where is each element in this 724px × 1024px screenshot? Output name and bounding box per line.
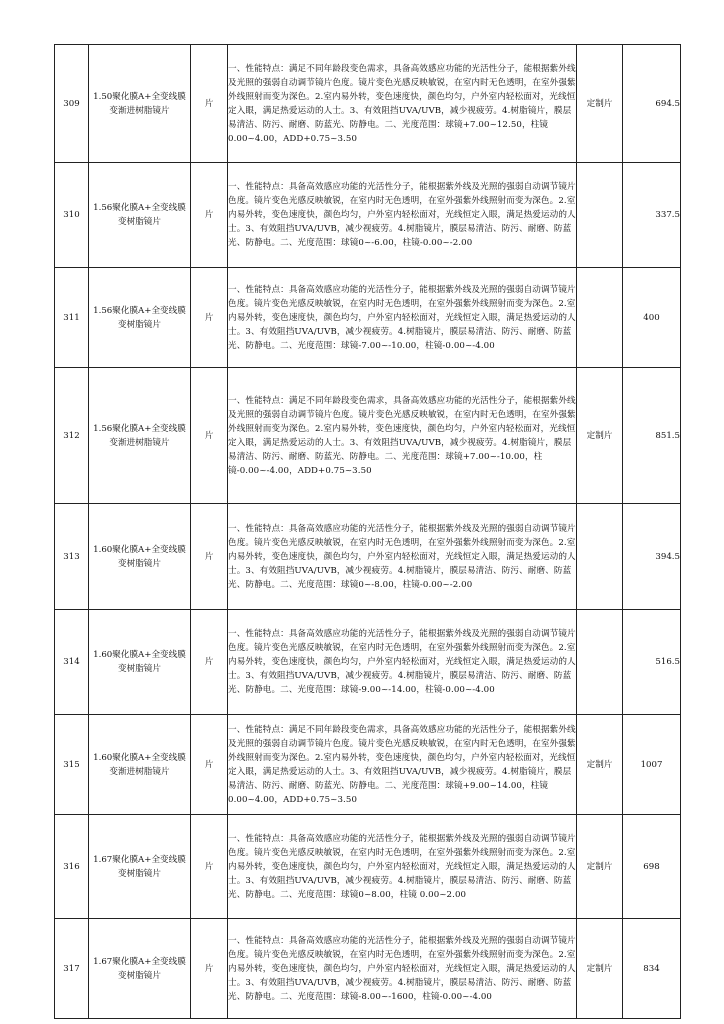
product-type xyxy=(577,610,623,715)
price: 516.5 xyxy=(623,610,681,715)
table-body xyxy=(55,45,681,1019)
product-name: 1.60聚化膜A+全变线膜变渐进树脂镜片 xyxy=(89,715,191,815)
product-description: 一、性能特点：具备高效感应功能的光活性分子，能根据紫外线及光照的强弱自动调节镜片色度。镜片变色光感反映敏锐，在室内时无色透明，在室外强紫外线照射而变为深色。2.室内易外转，变色速度快，颜色均匀，户外室内轻松面对，光线恒定入眼，满足热爱运动的人士。3、有效阻挡UVA/UVB，减少视疲劳。4.树脂镜片，膜层易清洁、防污、耐磨、防蓝光、防静电。二、光度范围：球镜0~8.00，柱镜 0.00~2.00 xyxy=(228,815,577,919)
row-number: 311 xyxy=(55,268,89,368)
product-name: 1.50聚化膜A+全变线膜变渐进树脂镜片 xyxy=(89,45,191,163)
row-number: 316 xyxy=(55,815,89,919)
price: 834 xyxy=(623,919,681,1019)
unit: 片 xyxy=(191,919,228,1019)
row-number: 312 xyxy=(55,368,89,504)
product-name: 1.60聚化膜A+全变线膜变树脂镜片 xyxy=(89,504,191,610)
product-type xyxy=(577,268,623,368)
table-row xyxy=(55,610,681,715)
product-type: 定制片 xyxy=(577,715,623,815)
product-type: 定制片 xyxy=(577,368,623,504)
product-description: 一、性能特点：具备高效感应功能的光活性分子，能根据紫外线及光照的强弱自动调节镜片色度。镜片变色光感反映敏锐，在室内时无色透明，在室外强紫外线照射而变为深色。2.室内易外转，变色速度快，颜色均匀，户外室内轻松面对，光线恒定入眼，满足热爱运动的人士。3、有效阻挡UVA/UVB，减少视疲劳。4.树脂镜片，膜层易清洁、防污、耐磨、防蓝光、防静电。二、光度范围：球镜0~-6.00，柱镜-0.00~-2.00 xyxy=(228,163,577,268)
product-type xyxy=(577,163,623,268)
product-description: 一、性能特点：具备高效感应功能的光活性分子，能根据紫外线及光照的强弱自动调节镜片色度。镜片变色光感反映敏锐，在室内时无色透明，在室外强紫外线照射而变为深色。2.室内易外转，变色速度快，颜色均匀，户外室内轻松面对，光线恒定入眼，满足热爱运动的人士。3、有效阻挡UVA/UVB，减少视疲劳。4.树脂镜片，膜层易清洁、防污、耐磨、防蓝光、防静电。二、光度范围：球镜-7.00~-10.00，柱镜-0.00~-4.00 xyxy=(228,268,577,368)
price: 694.5 xyxy=(623,45,681,163)
table-row xyxy=(55,163,681,268)
price: 1007 xyxy=(623,715,681,815)
unit: 片 xyxy=(191,610,228,715)
unit: 片 xyxy=(191,163,228,268)
product-type xyxy=(577,504,623,610)
unit: 片 xyxy=(191,715,228,815)
product-description: 一、性能特点：具备高效感应功能的光活性分子，能根据紫外线及光照的强弱自动调节镜片色度。镜片变色光感反映敏锐，在室内时无色透明，在室外强紫外线照射而变为深色。2.室内易外转，变色速度快，颜色均匀，户外室内轻松面对，光线恒定入眼，满足热爱运动的人士。3、有效阻挡UVA/UVB，减少视疲劳。4.树脂镜片，膜层易清洁、防污、耐磨、防蓝光、防静电。二、光度范围：球镜-9.00~-14.00，柱镜-0.00~-4.00 xyxy=(228,610,577,715)
product-description: 一、性能特点：具备高效感应功能的光活性分子，能根据紫外线及光照的强弱自动调节镜片色度。镜片变色光感反映敏锐，在室内时无色透明，在室外强紫外线照射而变为深色。2.室内易外转，变色速度快，颜色均匀，户外室内轻松面对，光线恒定入眼，满足热爱运动的人士。3、有效阻挡UVA/UVB，减少视疲劳。4.树脂镜片，膜层易清洁、防污、耐磨、防蓝光、防静电。二、光度范围：球镜0~-8.00，柱镜-0.00~-2.00 xyxy=(228,504,577,610)
row-number: 317 xyxy=(55,919,89,1019)
table-row xyxy=(55,815,681,919)
price: 400 xyxy=(623,268,681,368)
product-name: 1.56聚化膜A+全变线膜变树脂镜片 xyxy=(89,268,191,368)
row-number: 315 xyxy=(55,715,89,815)
row-number: 314 xyxy=(55,610,89,715)
table-row xyxy=(55,268,681,368)
product-description: 一、性能特点：具备高效感应功能的光活性分子，能根据紫外线及光照的强弱自动调节镜片色度。镜片变色光感反映敏锐，在室内时无色透明，在室外强紫外线照射而变为深色。2.室内易外转，变色速度快，颜色均匀，户外室内轻松面对，光线恒定入眼，满足热爱运动的人士。3、有效阻挡UVA/UVB，减少视疲劳。4.树脂镜片，膜层易清洁、防污、耐磨、防蓝光、防静电。二、光度范围：球镜-8.00~-1600，柱镜-0.00~-4.00 xyxy=(228,919,577,1019)
unit: 片 xyxy=(191,504,228,610)
product-description: 一、性能特点：满足不同年龄段变色需求，具备高效感应功能的光活性分子，能根据紫外线及光照的强弱自动调节镜片色度。镜片变色光感反映敏锐，在室内时无色透明，在室外强紫外线照射而变为深色。2.室内易外转，变色速度快，颜色均匀，户外室内轻松面对，光线恒定入眼，满足热爱运动的人士。3、有效阻挡UVA/UVB，减少视疲劳。4.树脂镜片，膜层易清洁、防污、耐磨、防蓝光、防静电。二、光度范围：球镜+9.00~14.00，柱镜 0.00~4.00，ADD+0.75~3.50 xyxy=(228,715,577,815)
table-row xyxy=(55,715,681,815)
row-number: 309 xyxy=(55,45,89,163)
table-row xyxy=(55,45,681,163)
product-type: 定制片 xyxy=(577,45,623,163)
product-description: 一、性能特点：满足不同年龄段变色需求，具备高效感应功能的光活性分子，能根据紫外线及光照的强弱自动调节镜片色度。镜片变色光感反映敏锐，在室内时无色透明，在室外强紫外线照射而变为深色。2.室内易外转，变色速度快，颜色均匀，户外室内轻松面对，光线恒定入眼，满足热爱运动的人士。3、有效阻挡UVA/UVB，减少视疲劳。4.树脂镜片，膜层易清洁、防污、耐磨、防蓝光、防静电。二、光度范围：球镜+7.00~-10.00，柱镜-0.00~-4.00，ADD+0.75~3.50 xyxy=(228,368,577,504)
product-name: 1.56聚化膜A+全变线膜变渐进树脂镜片 xyxy=(89,368,191,504)
table-row xyxy=(55,368,681,504)
product-spec-table xyxy=(54,44,681,1019)
table-row xyxy=(55,504,681,610)
price: 337.5 xyxy=(623,163,681,268)
product-name: 1.67聚化膜A+全变线膜变树脂镜片 xyxy=(89,919,191,1019)
price: 394.5 xyxy=(623,504,681,610)
product-type: 定制片 xyxy=(577,919,623,1019)
product-name: 1.60聚化膜A+全变线膜变树脂镜片 xyxy=(89,610,191,715)
unit: 片 xyxy=(191,368,228,504)
product-name: 1.67聚化膜A+全变线膜变树脂镜片 xyxy=(89,815,191,919)
unit: 片 xyxy=(191,268,228,368)
product-type: 定制片 xyxy=(577,815,623,919)
row-number: 310 xyxy=(55,163,89,268)
price: 698 xyxy=(623,815,681,919)
table-row xyxy=(55,919,681,1019)
price: 851.5 xyxy=(623,368,681,504)
product-description: 一、性能特点：满足不同年龄段变色需求，具备高效感应功能的光活性分子，能根据紫外线及光照的强弱自动调节镜片色度。镜片变色光感反映敏锐，在室内时无色透明，在室外强紫外线照射而变为深色。2.室内易外转，变色速度快，颜色均匀，户外室内轻松面对，光线恒定入眼，满足热爱运动的人士。3、有效阻挡UVA/UVB，减少视疲劳。4.树脂镜片，膜层易清洁、防污、耐磨、防蓝光、防静电。二、光度范围：球镜+7.00~12.50，柱镜 0.00~4.00，ADD+0.75~3.50 xyxy=(228,45,577,163)
unit: 片 xyxy=(191,815,228,919)
row-number: 313 xyxy=(55,504,89,610)
unit: 片 xyxy=(191,45,228,163)
product-name: 1.56聚化膜A+全变线膜变树脂镜片 xyxy=(89,163,191,268)
